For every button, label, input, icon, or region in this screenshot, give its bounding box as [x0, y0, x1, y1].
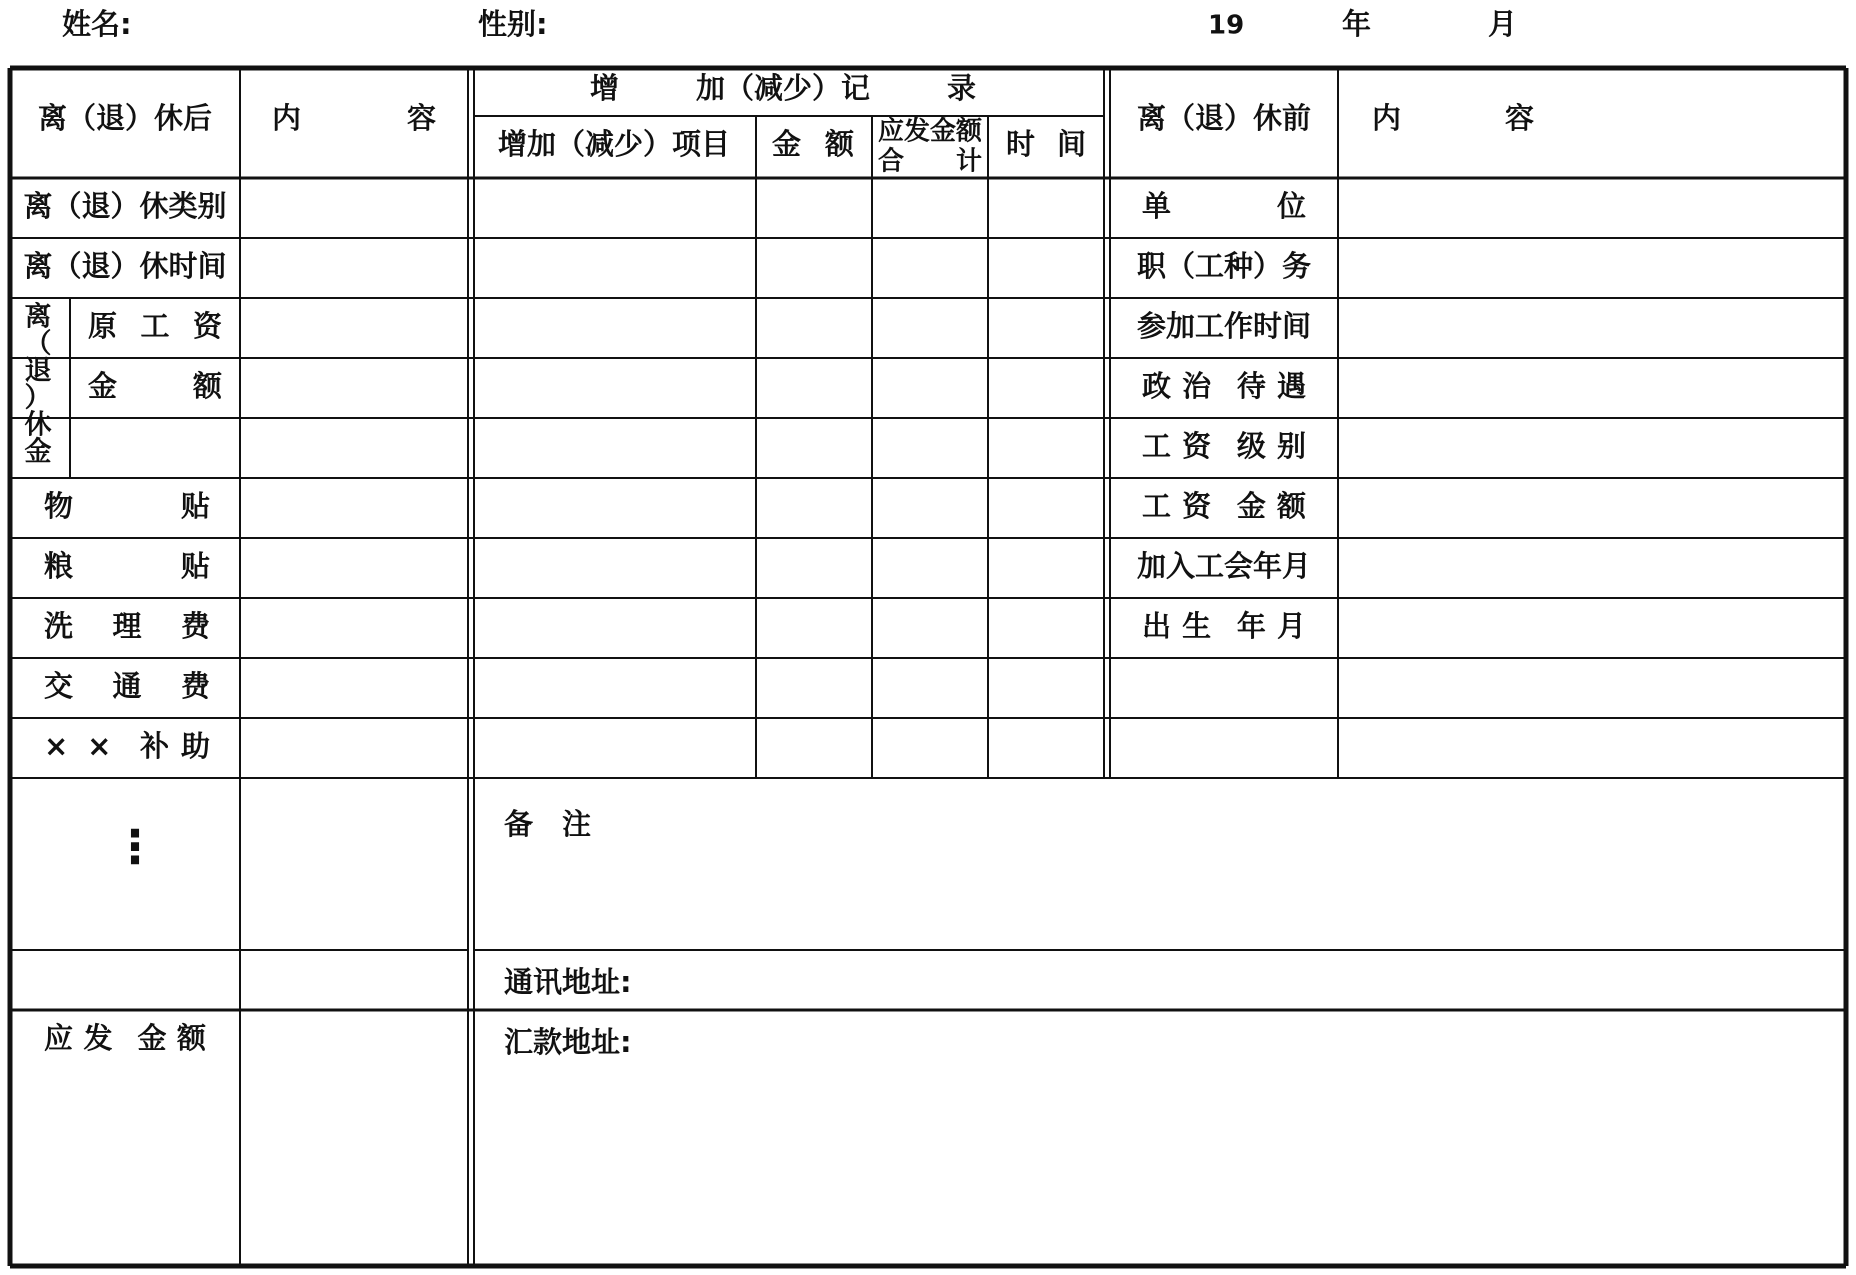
left-header-label: 离（退）休后	[37, 101, 213, 135]
total-payable-label: 发	[83, 1021, 113, 1055]
right-row-label: 生	[1182, 609, 1212, 643]
left-row-label: ×	[44, 729, 69, 763]
left-row-label: 粮	[44, 549, 74, 583]
col-time-header: 间	[1056, 127, 1086, 161]
left-row-label: 理	[112, 609, 142, 643]
left-row-label: 补	[140, 729, 170, 763]
right-content-header: 容	[1504, 101, 1534, 135]
form-labels	[23, 7, 1534, 1059]
left-content-header: 内	[272, 101, 302, 135]
right-row-label: 待	[1236, 369, 1266, 403]
year-label: 年	[1342, 7, 1372, 41]
col-total-header: 计	[955, 146, 982, 177]
group-label-char: ）	[24, 382, 52, 414]
right-row-label: 位	[1276, 189, 1306, 223]
col-total-header: 合	[878, 146, 905, 177]
right-row-label: 出	[1142, 609, 1172, 643]
group-label-char: 退	[24, 355, 52, 387]
right-row-label: 金	[1236, 489, 1266, 523]
left-row-label: 工	[140, 309, 170, 343]
right-row-label: 治	[1182, 369, 1212, 403]
left-row-label: 离（退）休时间	[23, 249, 227, 283]
left-row-label: 费	[180, 609, 210, 643]
table-grid-lines	[10, 68, 1846, 1266]
right-row-label: 单	[1142, 189, 1172, 223]
remittance-address-label: 汇款地址:	[504, 1025, 632, 1059]
right-content-header: 内	[1372, 101, 1402, 135]
left-row-label: 离（退）休类别	[23, 189, 227, 223]
right-row-label: 工	[1142, 429, 1172, 463]
group-label-char: 休	[24, 409, 52, 441]
total-payable-label: 额	[176, 1021, 206, 1055]
right-row-label: 参加工作时间	[1136, 309, 1312, 343]
left-row-label: 贴	[180, 549, 210, 583]
record-title: 增	[590, 71, 620, 105]
right-row-label: 职（工种）务	[1136, 249, 1312, 283]
mailing-address-label: 通讯地址:	[504, 965, 632, 999]
col-item-header: 增加（减少）项目	[497, 127, 731, 161]
left-row-label: 助	[180, 729, 210, 763]
right-row-label: 政	[1142, 369, 1172, 403]
left-row-label: 贴	[180, 489, 210, 523]
right-row-label: 遇	[1276, 369, 1306, 403]
ellipsis-mark: ⋮	[112, 819, 158, 874]
col-amount-header: 金	[772, 127, 802, 161]
left-content-header: 容	[406, 101, 436, 135]
left-row-label: 额	[192, 369, 222, 403]
col-total-header: 应发金额	[877, 116, 983, 147]
left-row-label: 费	[180, 669, 210, 703]
group-label-char: 金	[24, 436, 52, 468]
gender-label: 性别:	[478, 7, 548, 41]
left-row-label: 交	[44, 669, 74, 703]
right-row-label: 月	[1276, 609, 1306, 643]
right-row-label: 资	[1182, 489, 1212, 523]
record-title: 加（减少）记	[695, 71, 871, 105]
right-header-label: 离（退）休前	[1136, 101, 1312, 135]
name-label: 姓名:	[62, 7, 132, 41]
year-prefix: 19	[1208, 10, 1245, 41]
right-row-label: 级	[1236, 429, 1266, 463]
left-row-label: 金	[88, 369, 118, 403]
total-payable-label: 金	[137, 1021, 167, 1055]
month-label: 月	[1488, 7, 1518, 41]
right-row-label: 额	[1276, 489, 1306, 523]
total-payable-label: 应	[44, 1021, 74, 1055]
right-row-label: 资	[1182, 429, 1212, 463]
right-row-label: 加入工会年月	[1136, 549, 1312, 583]
group-label-char: 离	[24, 301, 52, 333]
left-row-label: 洗	[44, 609, 74, 643]
right-row-label: 别	[1276, 429, 1306, 463]
group-label-char: （	[24, 328, 52, 360]
left-row-label: 资	[192, 309, 222, 343]
col-amount-header: 额	[824, 127, 854, 161]
right-row-label: 年	[1236, 609, 1266, 643]
left-row-label: ×	[87, 729, 112, 763]
remarks-label: 备 注	[504, 807, 592, 841]
left-row-label: 原	[88, 309, 118, 343]
left-row-label: 通	[112, 669, 142, 703]
col-time-header: 时	[1006, 127, 1036, 161]
left-row-label: 物	[44, 489, 74, 523]
right-row-label: 工	[1142, 489, 1172, 523]
record-title: 录	[946, 71, 976, 105]
